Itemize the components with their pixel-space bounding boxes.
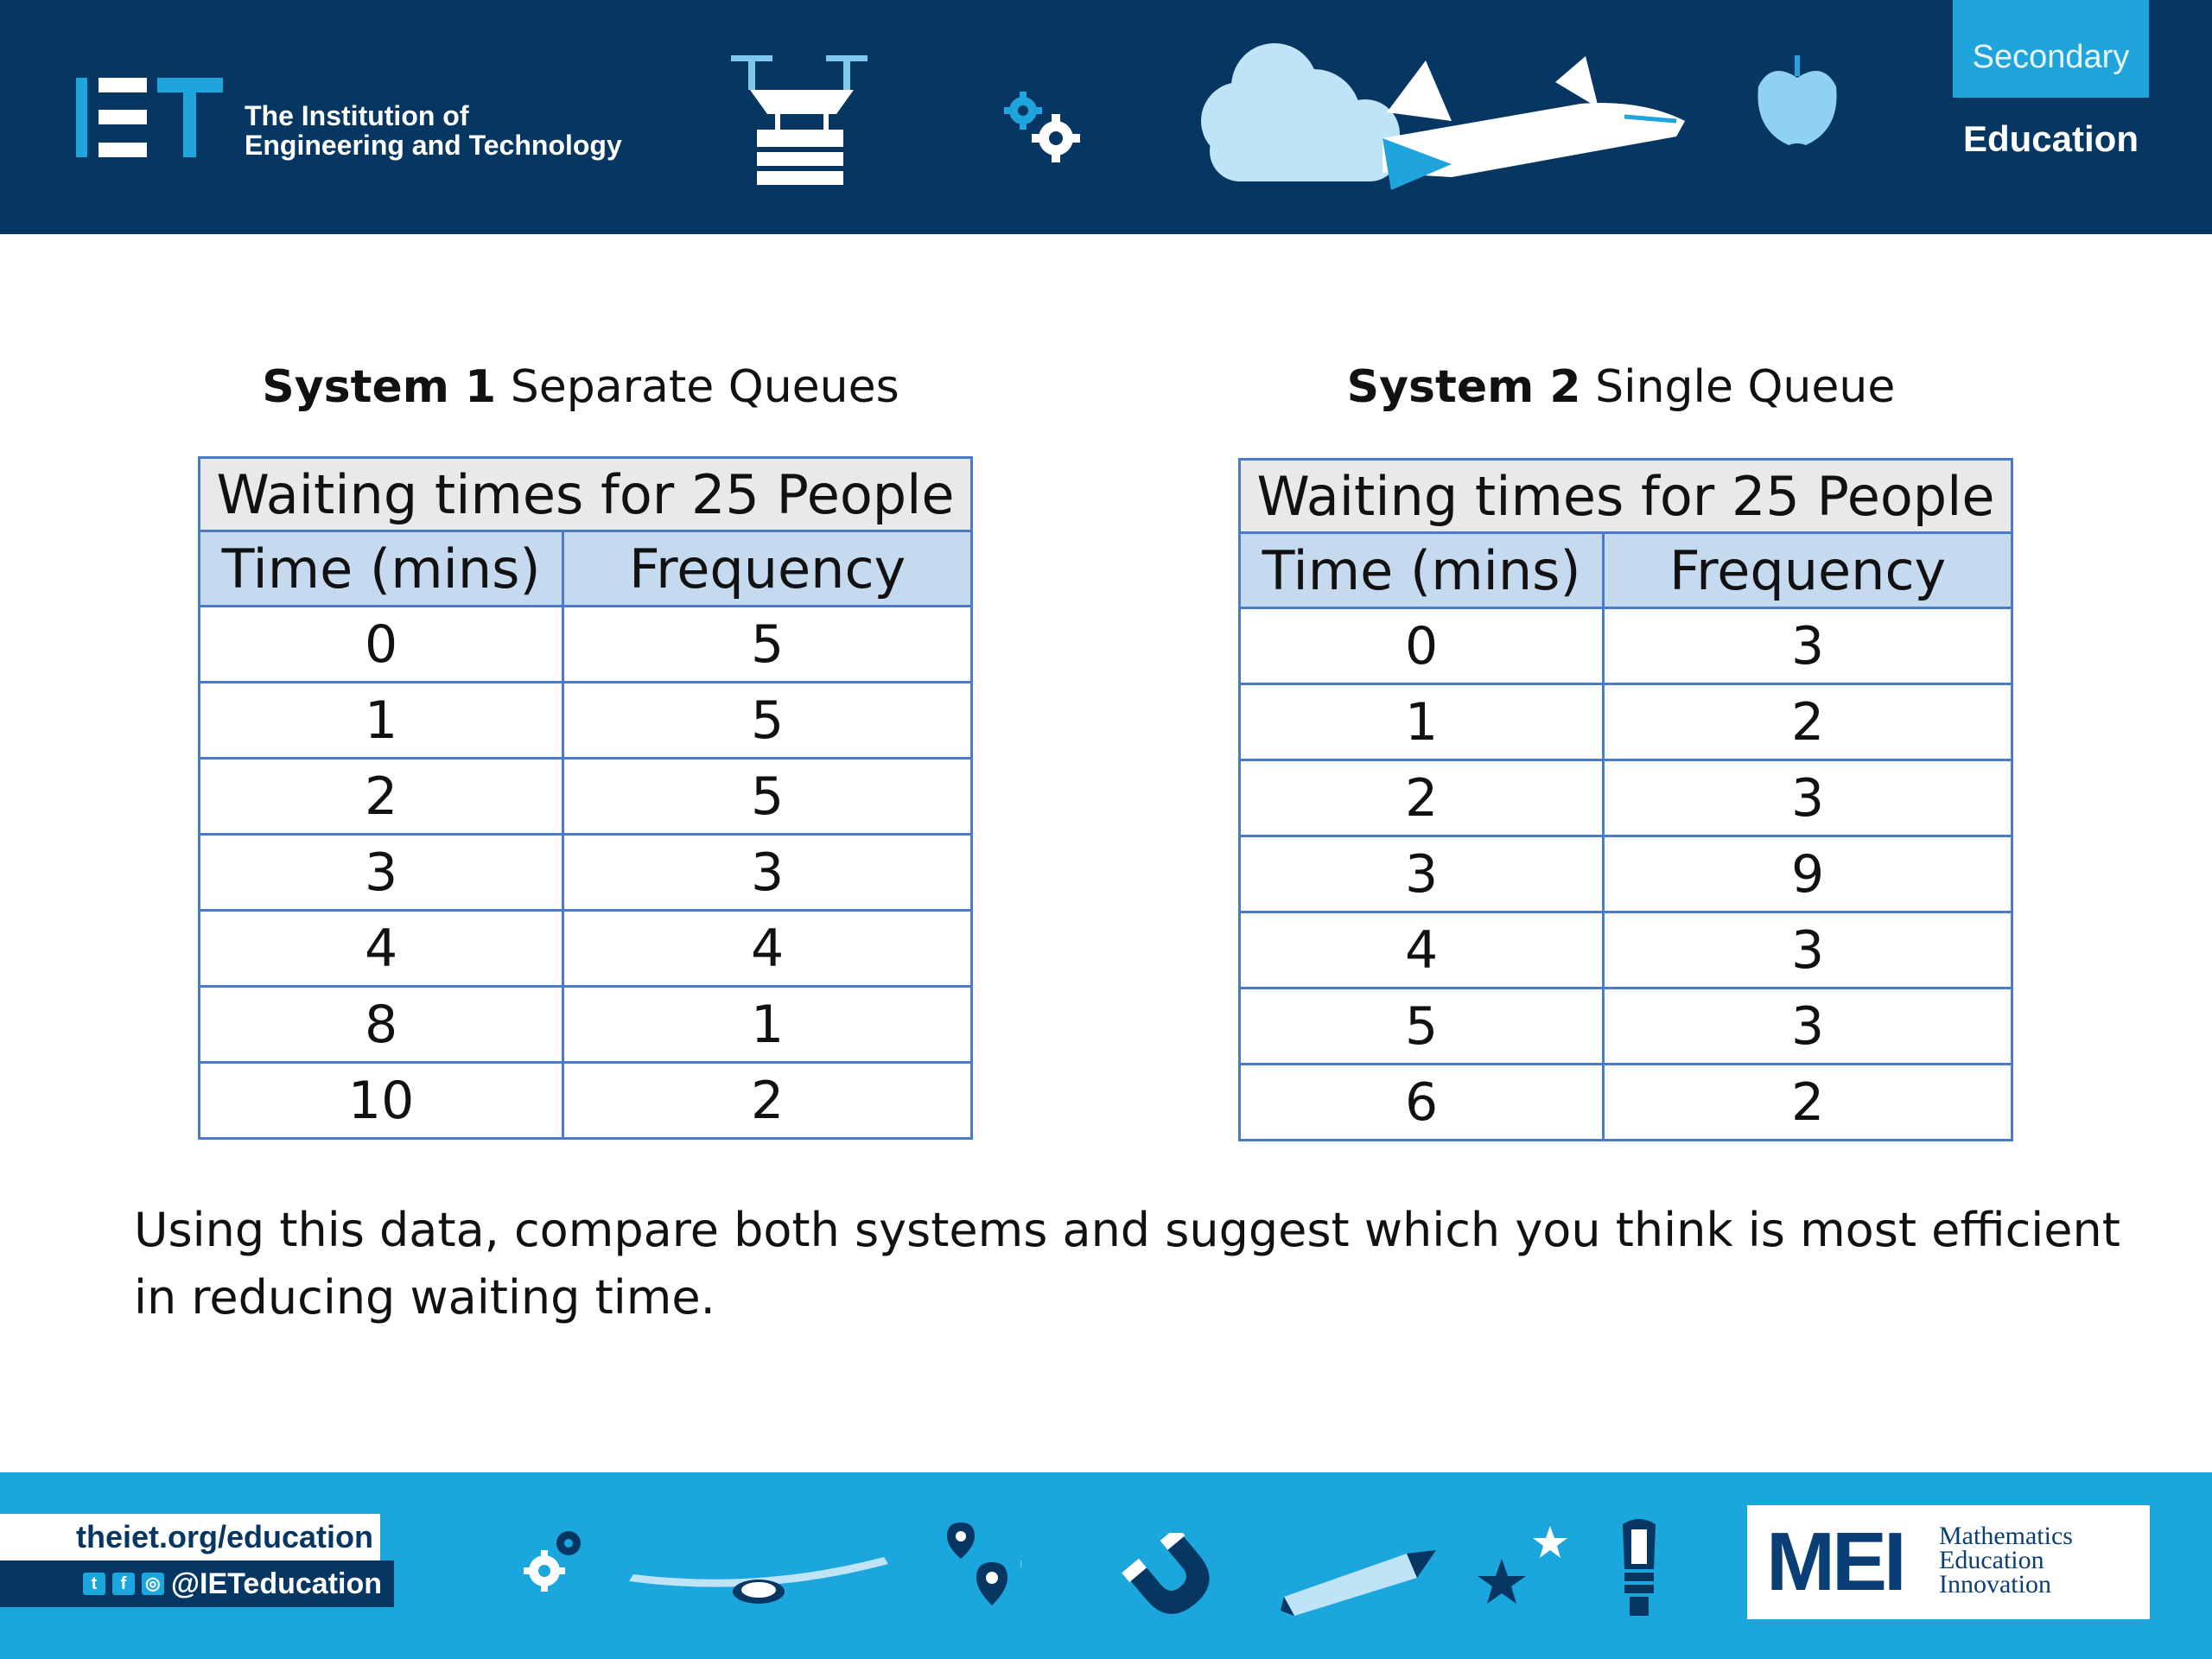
frequency-cell: 2 [1604, 684, 2012, 760]
institution-name-line2: Engineering and Technology [245, 130, 622, 161]
time-cell: 0 [1240, 608, 1604, 684]
time-cell: 2 [1240, 760, 1604, 836]
table-row [1240, 988, 2012, 1065]
mei-logo [1747, 1505, 2150, 1619]
frequency-cell: 3 [1604, 608, 2012, 684]
frequency-cell: 3 [1604, 988, 2012, 1065]
table-row [200, 911, 972, 987]
social-handle[interactable]: @IETeducation [170, 1567, 382, 1600]
institution-name [245, 101, 622, 160]
footer-banner [0, 1472, 2212, 1659]
question-text: Using this data, compare both systems and suggest which you think is most efficient in reducing waiting time. [134, 1203, 2120, 1325]
mei-line-innovation: Innovation [1939, 1570, 2051, 1599]
time-cell: 2 [200, 759, 563, 835]
pencil-icon [1277, 1543, 1438, 1616]
stars-icon [1476, 1522, 1571, 1612]
iet-logo-mark [76, 78, 223, 157]
column-header-frequency: Frequency [1604, 533, 2012, 608]
facebook-icon[interactable]: f [112, 1573, 135, 1595]
table-row [200, 987, 972, 1063]
time-cell: 3 [1240, 836, 1604, 912]
frequency-cell: 3 [1604, 760, 2012, 836]
time-cell: 5 [1240, 988, 1604, 1065]
system1-table [198, 456, 973, 1140]
time-cell: 6 [1240, 1065, 1604, 1141]
table-row [1240, 760, 2012, 836]
table-caption: Waiting times for 25 People [200, 458, 972, 531]
time-cell: 4 [1240, 912, 1604, 988]
mei-logo-letters: MEI [1766, 1516, 1904, 1608]
table-row [1240, 684, 2012, 760]
frequency-cell: 4 [563, 911, 972, 987]
time-cell: 10 [200, 1063, 563, 1139]
column-header-time: Time (mins) [200, 531, 563, 607]
time-cell: 8 [200, 987, 563, 1063]
time-cell: 3 [200, 835, 563, 911]
cloud-shuttle-icon [1192, 35, 1694, 199]
website-link[interactable]: theiet.org/education [0, 1514, 380, 1560]
table-row [200, 835, 972, 911]
light-bulb-icon [1612, 1517, 1666, 1624]
system1-title-rest: Separate Queues [496, 361, 899, 413]
frequency-cell: 2 [1604, 1065, 2012, 1141]
system2-title-bold: System 2 [1346, 361, 1581, 413]
instagram-icon[interactable]: ◎ [142, 1573, 164, 1595]
system2-title-rest: Single Queue [1580, 361, 1896, 413]
table-row [200, 759, 972, 835]
frequency-cell: 5 [563, 759, 972, 835]
mei-logo-words [1939, 1524, 2073, 1597]
table-row [200, 683, 972, 759]
time-cell: 4 [200, 911, 563, 987]
mei-line-education: Education [1939, 1546, 2044, 1574]
frequency-cell: 1 [563, 987, 972, 1063]
secondary-badge: Secondary [1953, 0, 2149, 98]
system1-title [199, 361, 963, 413]
location-pins-icon [935, 1519, 1021, 1614]
social-bar [0, 1560, 394, 1607]
table-caption: Waiting times for 25 People [1240, 460, 2012, 533]
mei-line-mathematics: Mathematics [1939, 1522, 2073, 1550]
drone-icon [724, 45, 880, 194]
time-cell: 1 [1240, 684, 1604, 760]
frequency-cell: 5 [563, 683, 972, 759]
frequency-cell: 2 [563, 1063, 972, 1139]
frequency-cell: 3 [563, 835, 972, 911]
glider-icon [629, 1538, 888, 1621]
table-row [1240, 1065, 2012, 1141]
table-row [1240, 836, 2012, 912]
column-header-time: Time (mins) [1240, 533, 1604, 608]
system1-title-bold: System 1 [262, 361, 497, 413]
education-label: Education [1962, 118, 2139, 159]
header-banner [0, 0, 2212, 234]
twitter-icon[interactable]: t [83, 1573, 105, 1595]
frequency-cell: 9 [1604, 836, 2012, 912]
table-row [200, 1063, 972, 1139]
table-row [1240, 912, 2012, 988]
time-cell: 0 [200, 607, 563, 683]
frequency-cell: 5 [563, 607, 972, 683]
frequency-cell: 3 [1604, 912, 2012, 988]
apple-icon [1754, 52, 1840, 149]
system2-table [1238, 458, 2013, 1141]
column-header-frequency: Frequency [563, 531, 972, 607]
table-row [200, 607, 972, 683]
gears-icon [1001, 90, 1087, 168]
system2-title [1239, 361, 2003, 413]
table-row [1240, 608, 2012, 684]
time-cell: 1 [200, 683, 563, 759]
institution-name-line1: The Institution of [245, 100, 469, 131]
magnet-icon [1120, 1533, 1211, 1618]
gears-icon [518, 1521, 591, 1599]
